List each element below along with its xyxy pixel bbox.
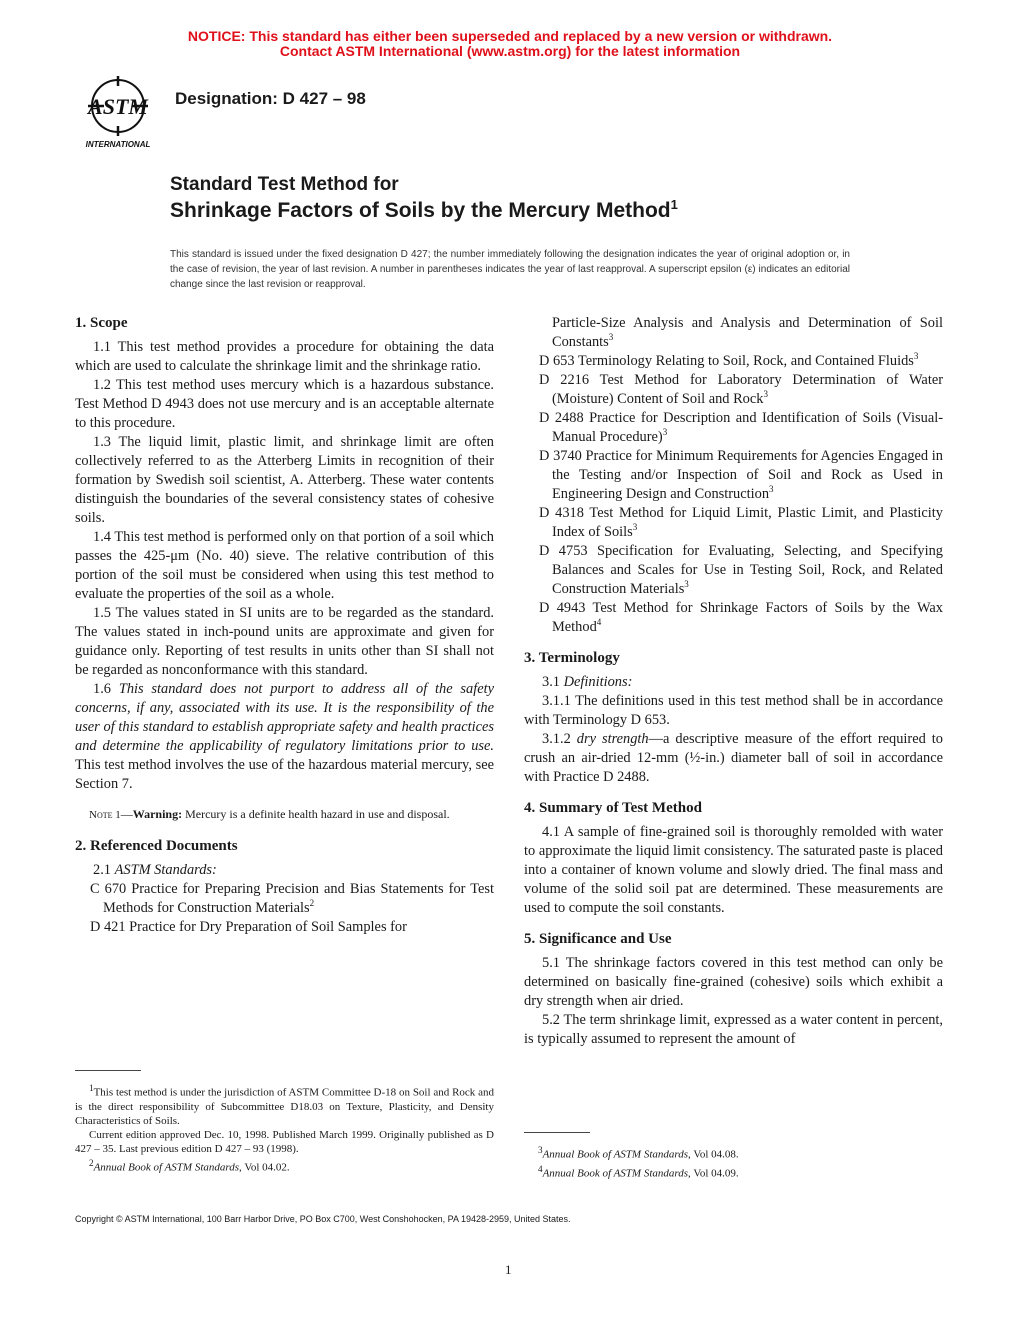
page-number: 1 xyxy=(505,1262,512,1277)
ref-d3740-text: D 3740 Practice for Minimum Requirements for Agencies Engaged in the Testing and/or Inspection of Soil and Rock as Used in Engineering Design and Construction xyxy=(539,448,943,502)
ref-d4318-sup: 3 xyxy=(632,522,638,533)
footnote-4-num: 4 xyxy=(538,1163,543,1174)
footnote-2-num: 2 xyxy=(89,1157,94,1168)
ref-d2488 xyxy=(539,409,943,447)
para-1-5: 1.5 The values stated in SI units are to be regarded as the standard. The values stated in inch-pound units are approximate and given for guidance only. Reporting of test results in units other than SI shall not be regarded as nonconformance with this standard. xyxy=(75,605,494,678)
footnote-4-italic: Annual Book of ASTM Standards xyxy=(542,1167,689,1180)
notice-line-1: NOTICE: This standard has either been superseded and replaced by a new version or withdrawn. xyxy=(187,28,833,44)
title-footnote-ref: 1 xyxy=(670,197,678,212)
designation: Designation: D 427 – 98 xyxy=(175,89,366,108)
para-3-1-2-rest: —a descriptive measure of the effort required to crush an air-dried 12-mm (½-in.) diameter ball of soil in accordance with Practice D 2488. xyxy=(524,731,943,785)
ref-d421-cont-text: Particle-Size Analysis and Analysis and Determination of Soil Constants xyxy=(552,315,943,350)
section-4-heading: 4. Summary of Test Method xyxy=(524,800,702,816)
para-1-1: 1.1 This test method provides a procedure for obtaining the data which are used to calculate the shrinkage limit and the shrinkage ratio. xyxy=(75,339,494,374)
para-1-2: 1.2 This test method uses mercury which is a hazardous substance. Test Method D 4943 does not use mercury and is an acceptable alternate to this procedure. xyxy=(75,377,494,431)
ref-d2488-text: D 2488 Practice for Description and Identification of Soils (Visual-Manual Procedure) xyxy=(539,410,943,445)
footnote-1 xyxy=(75,1081,494,1128)
footnote-3-num: 3 xyxy=(538,1145,543,1155)
footnote-1-text: This test method is under the jurisdiction of ASTM Committee D-18 on Soil and Rock and is the direct responsibility of Subcommittee D18.03 on Texture, Plasticity, and Density Characteristics of Soils. xyxy=(75,1086,494,1127)
note-text: Mercury is a definite health hazard in use and disposal. xyxy=(185,807,450,821)
ref-c670-sup: 2 xyxy=(309,898,315,909)
ref-d2216-text: D 2216 Test Method for Laboratory Determination of Water (Moisture) Content of Soil and Rock xyxy=(539,372,943,407)
ref-d4943 xyxy=(539,599,943,637)
note-1 xyxy=(75,806,494,823)
para-5-2: 5.2 The term shrinkage limit, expressed as a water content in percent, is typically assumed to represent the amount of xyxy=(524,1012,943,1047)
ref-d4753 xyxy=(539,542,943,599)
ref-c670-text: C 670 Practice for Preparing Precision and Bias Statements for Test Methods for Construction Materials xyxy=(90,881,494,916)
ref-d2488-sup: 3 xyxy=(662,427,668,438)
ref-d653 xyxy=(539,352,943,371)
ref-d2216 xyxy=(539,371,943,409)
astm-logo-mark xyxy=(74,72,162,152)
ref-c670 xyxy=(90,880,494,918)
section-3-heading: 3. Terminology xyxy=(524,650,620,666)
ref-d4943-sup: 4 xyxy=(596,617,602,628)
footnotes-left xyxy=(75,1081,494,1174)
para-5-1: 5.1 The shrinkage factors covered in this test method can only be determined on basically fine-grained (cohesive) soils which exhibit a dry strength when air dried. xyxy=(524,955,943,1009)
para-1-6-num: 1.6 xyxy=(93,681,111,697)
para-1-6-italic: This standard does not purport to address all of the safety concerns, if any, associated with its use. It is the responsibility of the user of this standard to establish appropriate safety and health practices and determine the applicability of regulatory limitations prior to use. xyxy=(75,681,494,754)
ref-d4753-sup: 3 xyxy=(684,579,689,590)
logo-sub: INTERNATIONAL xyxy=(85,140,151,149)
para-3-1 xyxy=(524,673,943,692)
section-5-heading: 5. Significance and Use xyxy=(524,931,672,947)
para-1-6 xyxy=(75,680,494,794)
copyright: Copyright © ASTM International, 100 Barr Harbor Drive, PO Box C700, West Conshohocken, PA 19428-2959, United States. xyxy=(75,1214,571,1224)
para-3-1-2 xyxy=(524,730,943,787)
ref-d4318 xyxy=(539,504,943,542)
ref-d4753-text: D 4753 Specification for Evaluating, Selecting, and Specifying Balances and Scales for Use in Testing Soil, Rock, and Related Construction Materials xyxy=(539,543,943,597)
ref-d2216-sup: 3 xyxy=(763,389,768,400)
footnote-rule-left xyxy=(75,1070,141,1071)
para-3-1-1: 3.1.1 The definitions used in this test method shall be in accordance with Terminology D 653. xyxy=(524,693,943,728)
notice-line-2: Contact ASTM International (www.astm.org) for the latest information xyxy=(279,43,741,59)
ref-d3740-sup: 3 xyxy=(769,484,774,495)
logo-letters: ASTM xyxy=(88,94,148,119)
issued-statement: This standard is issued under the fixed designation D 427; the number immediately following the designation indicates the year of original adoption or, in the case of revision, the year of last revision. A number in parentheses indicates the year of last reapproval. A superscript epsilon (ε) indicates an editorial change since the last revision or reapproval. xyxy=(170,249,850,290)
footnote-4 xyxy=(524,1162,943,1181)
para-2-1 xyxy=(75,861,494,880)
footnote-2-italic: Annual Book of ASTM Standards xyxy=(93,1161,240,1174)
para-4-1: 4.1 A sample of fine-grained soil is thoroughly remolded with water to approximate the liquid limit consistency. The saturated paste is placed into a container of known volume and slowly dried. The final mass and volume of the solid soil pat are determined. These measurements are used to compute the soil constants. xyxy=(524,824,943,916)
footnote-3 xyxy=(524,1143,943,1162)
para-2-1-num: 2.1 xyxy=(93,862,111,878)
ref-d653-text: D 653 Terminology Relating to Soil, Rock, and Contained Fluids xyxy=(539,353,914,369)
ref-d421: D 421 Practice for Dry Preparation of Soil Samples for xyxy=(90,919,407,935)
ref-d421-sup: 3 xyxy=(608,332,614,343)
ref-d3740 xyxy=(539,447,943,504)
title-line-2 xyxy=(170,197,678,223)
ref-d421-cont xyxy=(524,314,943,352)
ref-d4943-text: D 4943 Test Method for Shrinkage Factors of Soils by the Wax Method xyxy=(539,600,943,635)
ref-d653-sup: 3 xyxy=(913,351,919,362)
para-2-1-italic: ASTM Standards: xyxy=(114,862,217,878)
title-text: Shrinkage Factors of Soils by the Mercury Method xyxy=(170,199,671,222)
para-1-3: 1.3 The liquid limit, plastic limit, and shrinkage limit are often collectively referred to as the Atterberg Limits in recognition of their formation by Swedish soil scientist, A. Atterberg. These water contents distinguish the boundaries of the several consistency states of cohesive soils. xyxy=(75,434,494,526)
section-2-heading: 2. Referenced Documents xyxy=(75,838,238,854)
para-3-1-2-num: 3.1.2 xyxy=(542,731,571,747)
footnote-2-rest: , Vol 04.02. xyxy=(239,1161,290,1174)
para-1-4: 1.4 This test method is performed only on that portion of a soil which passes the 425-μm (No. 40) sieve. The relative contribution of this portion of the soil must be considered when using this test method to evaluate the properties of the soil as a whole. xyxy=(75,529,494,602)
left-column xyxy=(75,314,494,937)
footnote-rule-right xyxy=(524,1132,590,1133)
footnote-1b: Current edition approved Dec. 10, 1998. Published March 1999. Originally published as D 427 – 35. Last previous edition D 427 – 93 (1998). xyxy=(75,1128,494,1155)
footnote-4-rest: , Vol 04.09. xyxy=(688,1167,739,1180)
para-3-1-italic: Definitions: xyxy=(563,674,633,690)
note-warning: Warning: xyxy=(132,807,183,821)
para-3-1-2-italic: dry strength xyxy=(576,731,649,747)
footnote-1-num: 1 xyxy=(89,1083,94,1093)
astm-logo xyxy=(74,72,162,152)
right-column xyxy=(524,314,943,1049)
note-label: Note 1 xyxy=(89,809,121,821)
para-1-6-rest: This test method involves the use of the hazardous material mercury, see Section 7. xyxy=(75,757,494,792)
section-1-heading: 1. Scope xyxy=(75,315,128,331)
ref-d4318-text: D 4318 Test Method for Liquid Limit, Plastic Limit, and Plasticity Index of Soils xyxy=(539,505,943,540)
footnote-3-italic: Annual Book of ASTM Standards xyxy=(542,1148,689,1161)
title-line-1: Standard Test Method for xyxy=(170,174,399,195)
note-dash: — xyxy=(120,807,133,821)
para-3-1-num: 3.1 xyxy=(542,674,560,690)
footnote-3-rest: , Vol 04.08. xyxy=(688,1148,739,1161)
footnotes-right xyxy=(524,1143,943,1180)
footnote-2 xyxy=(75,1156,494,1175)
